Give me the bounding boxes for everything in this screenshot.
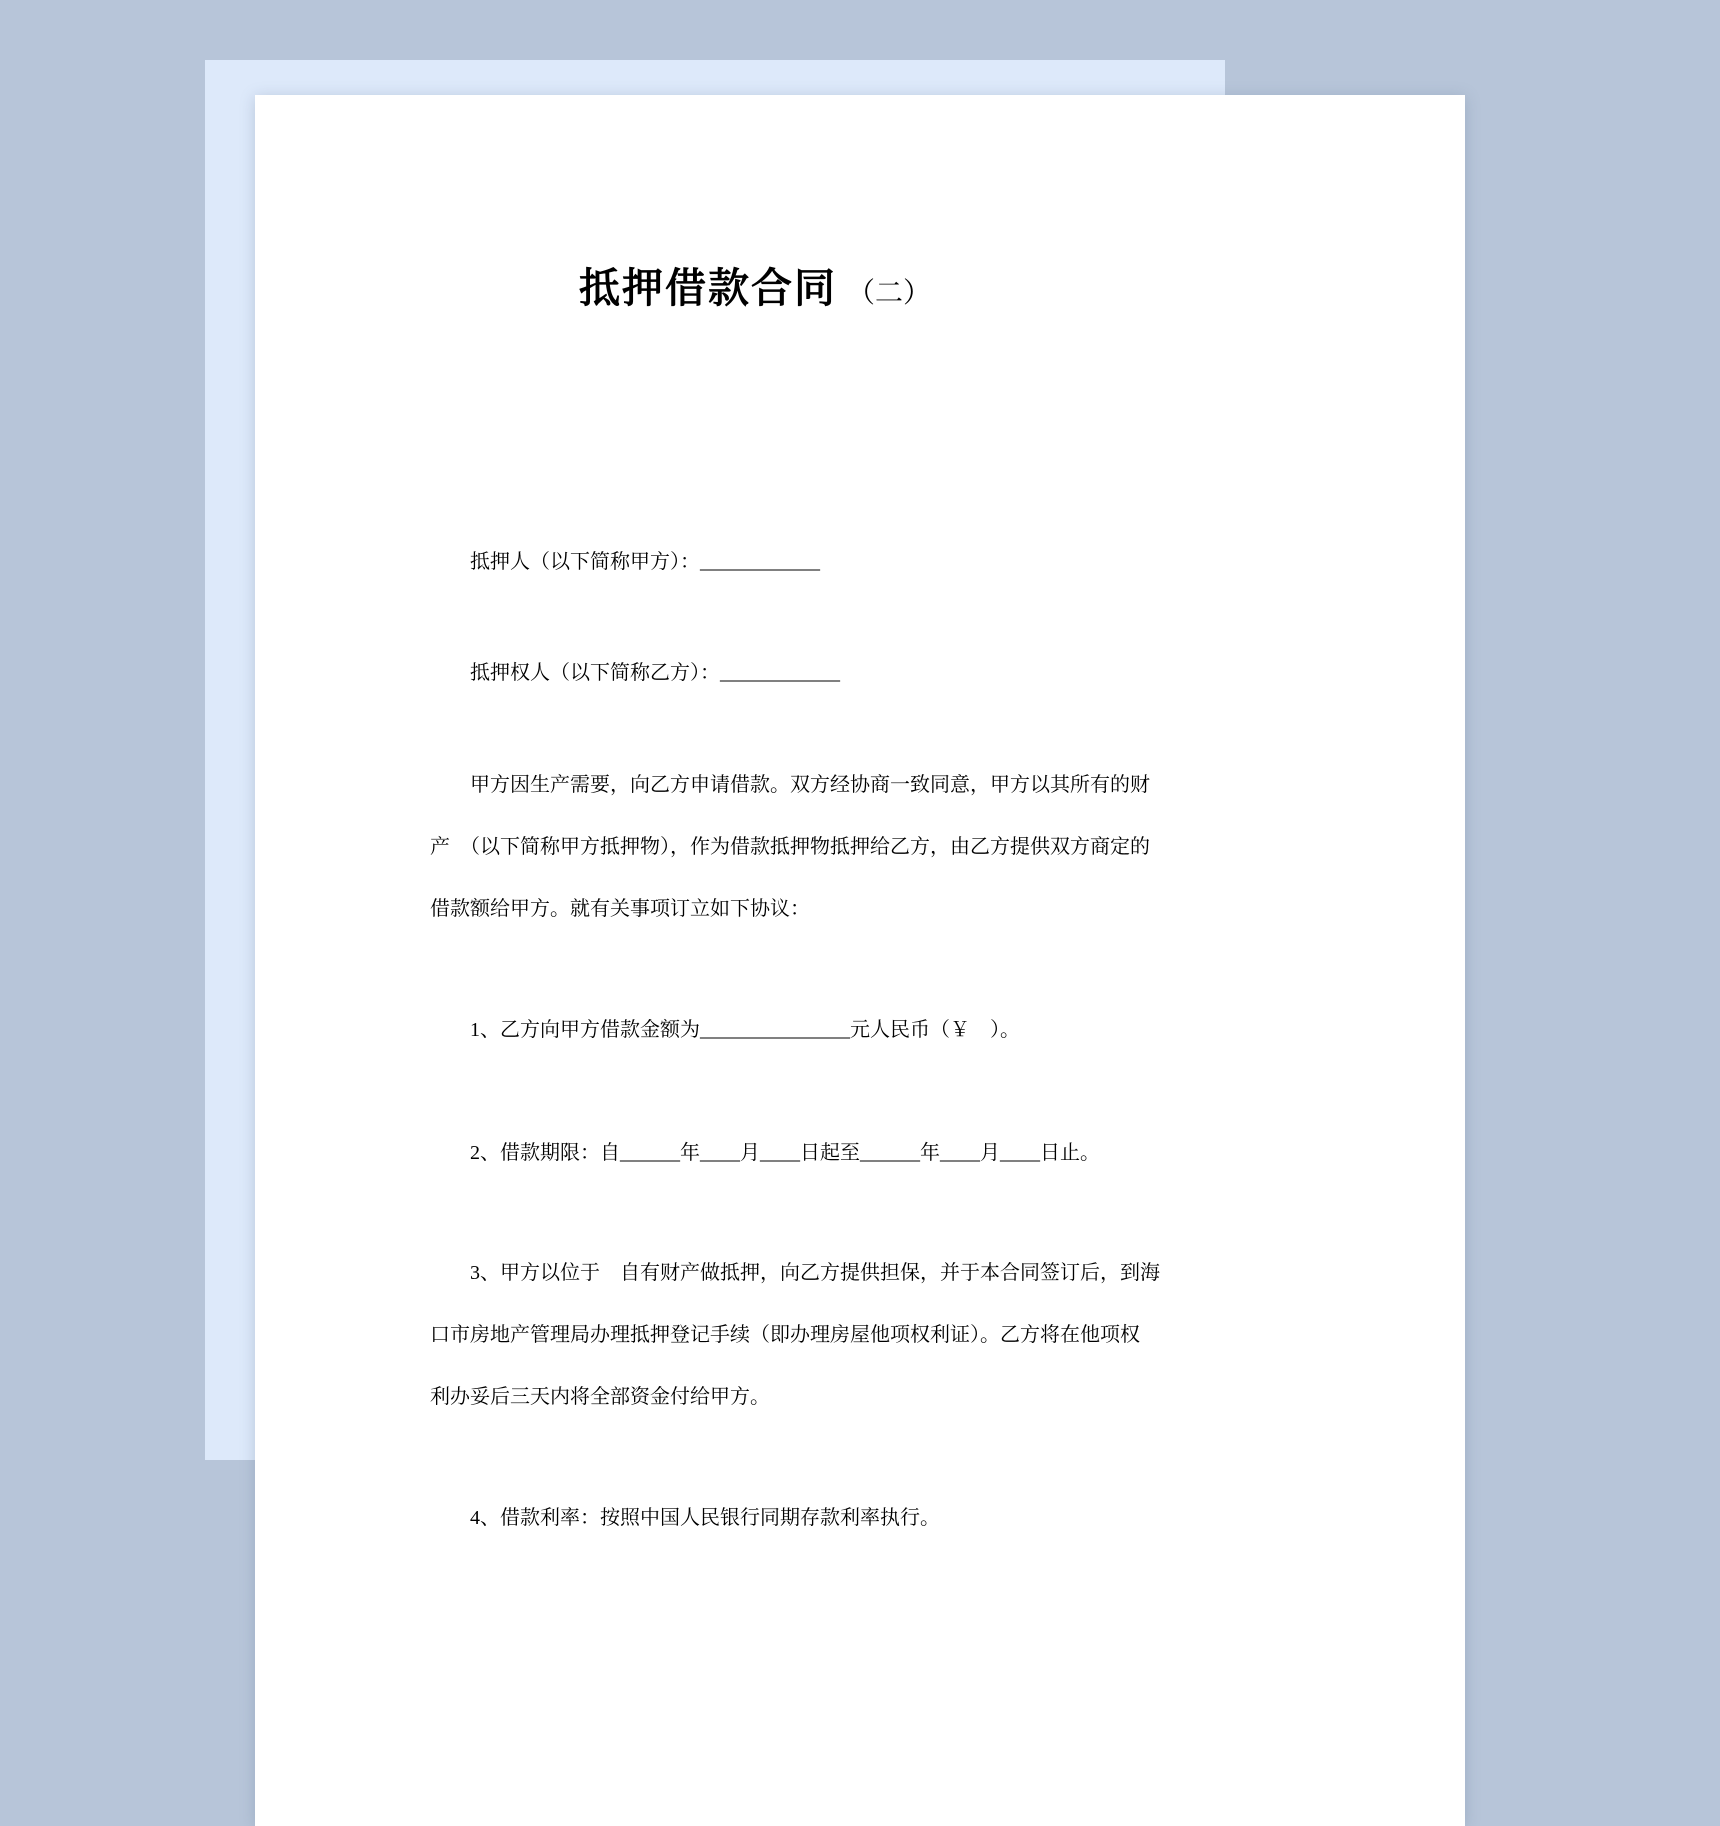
clause-1-line: 1、乙方向甲方借款金额为_______________元人民币（￥ ）。 [470,1019,1020,1041]
party-a-line: 抵押人（以下简称甲方）：____________ [470,551,820,573]
clause-3-line-2: 口市房地产管理局办理抵押登记手续（即办理房屋他项权利证）。乙方将在他项权 [430,1324,1140,1346]
clause-2-line: 2、借款期限：自______年____月____日起至______年____月____日止。 [470,1142,1100,1164]
intro-line-2: 产 （以下简称甲方抵押物），作为借款抵押物抵押给乙方，由乙方提供双方商定的 [430,836,1150,858]
title-main-text: 抵押借款合同 [578,265,837,311]
clause-4-line: 4、借款利率：按照中国人民银行同期存款利率执行。 [470,1507,940,1529]
document-title [255,255,1255,314]
document-page [255,95,1465,1826]
intro-line-3: 借款额给甲方。就有关事项订立如下协议： [430,898,810,920]
intro-line-1: 甲方因生产需要，向乙方申请借款。双方经协商一致同意，甲方以其所有的财 [470,774,1150,796]
clause-3-line-1: 3、甲方以位于 自有财产做抵押，向乙方提供担保，并于本合同签订后，到海 [470,1262,1160,1284]
title-sub-text: （二） [846,278,931,309]
clause-3-line-3: 利办妥后三天内将全部资金付给甲方。 [430,1386,770,1408]
party-b-line: 抵押权人（以下简称乙方）：____________ [470,662,840,684]
